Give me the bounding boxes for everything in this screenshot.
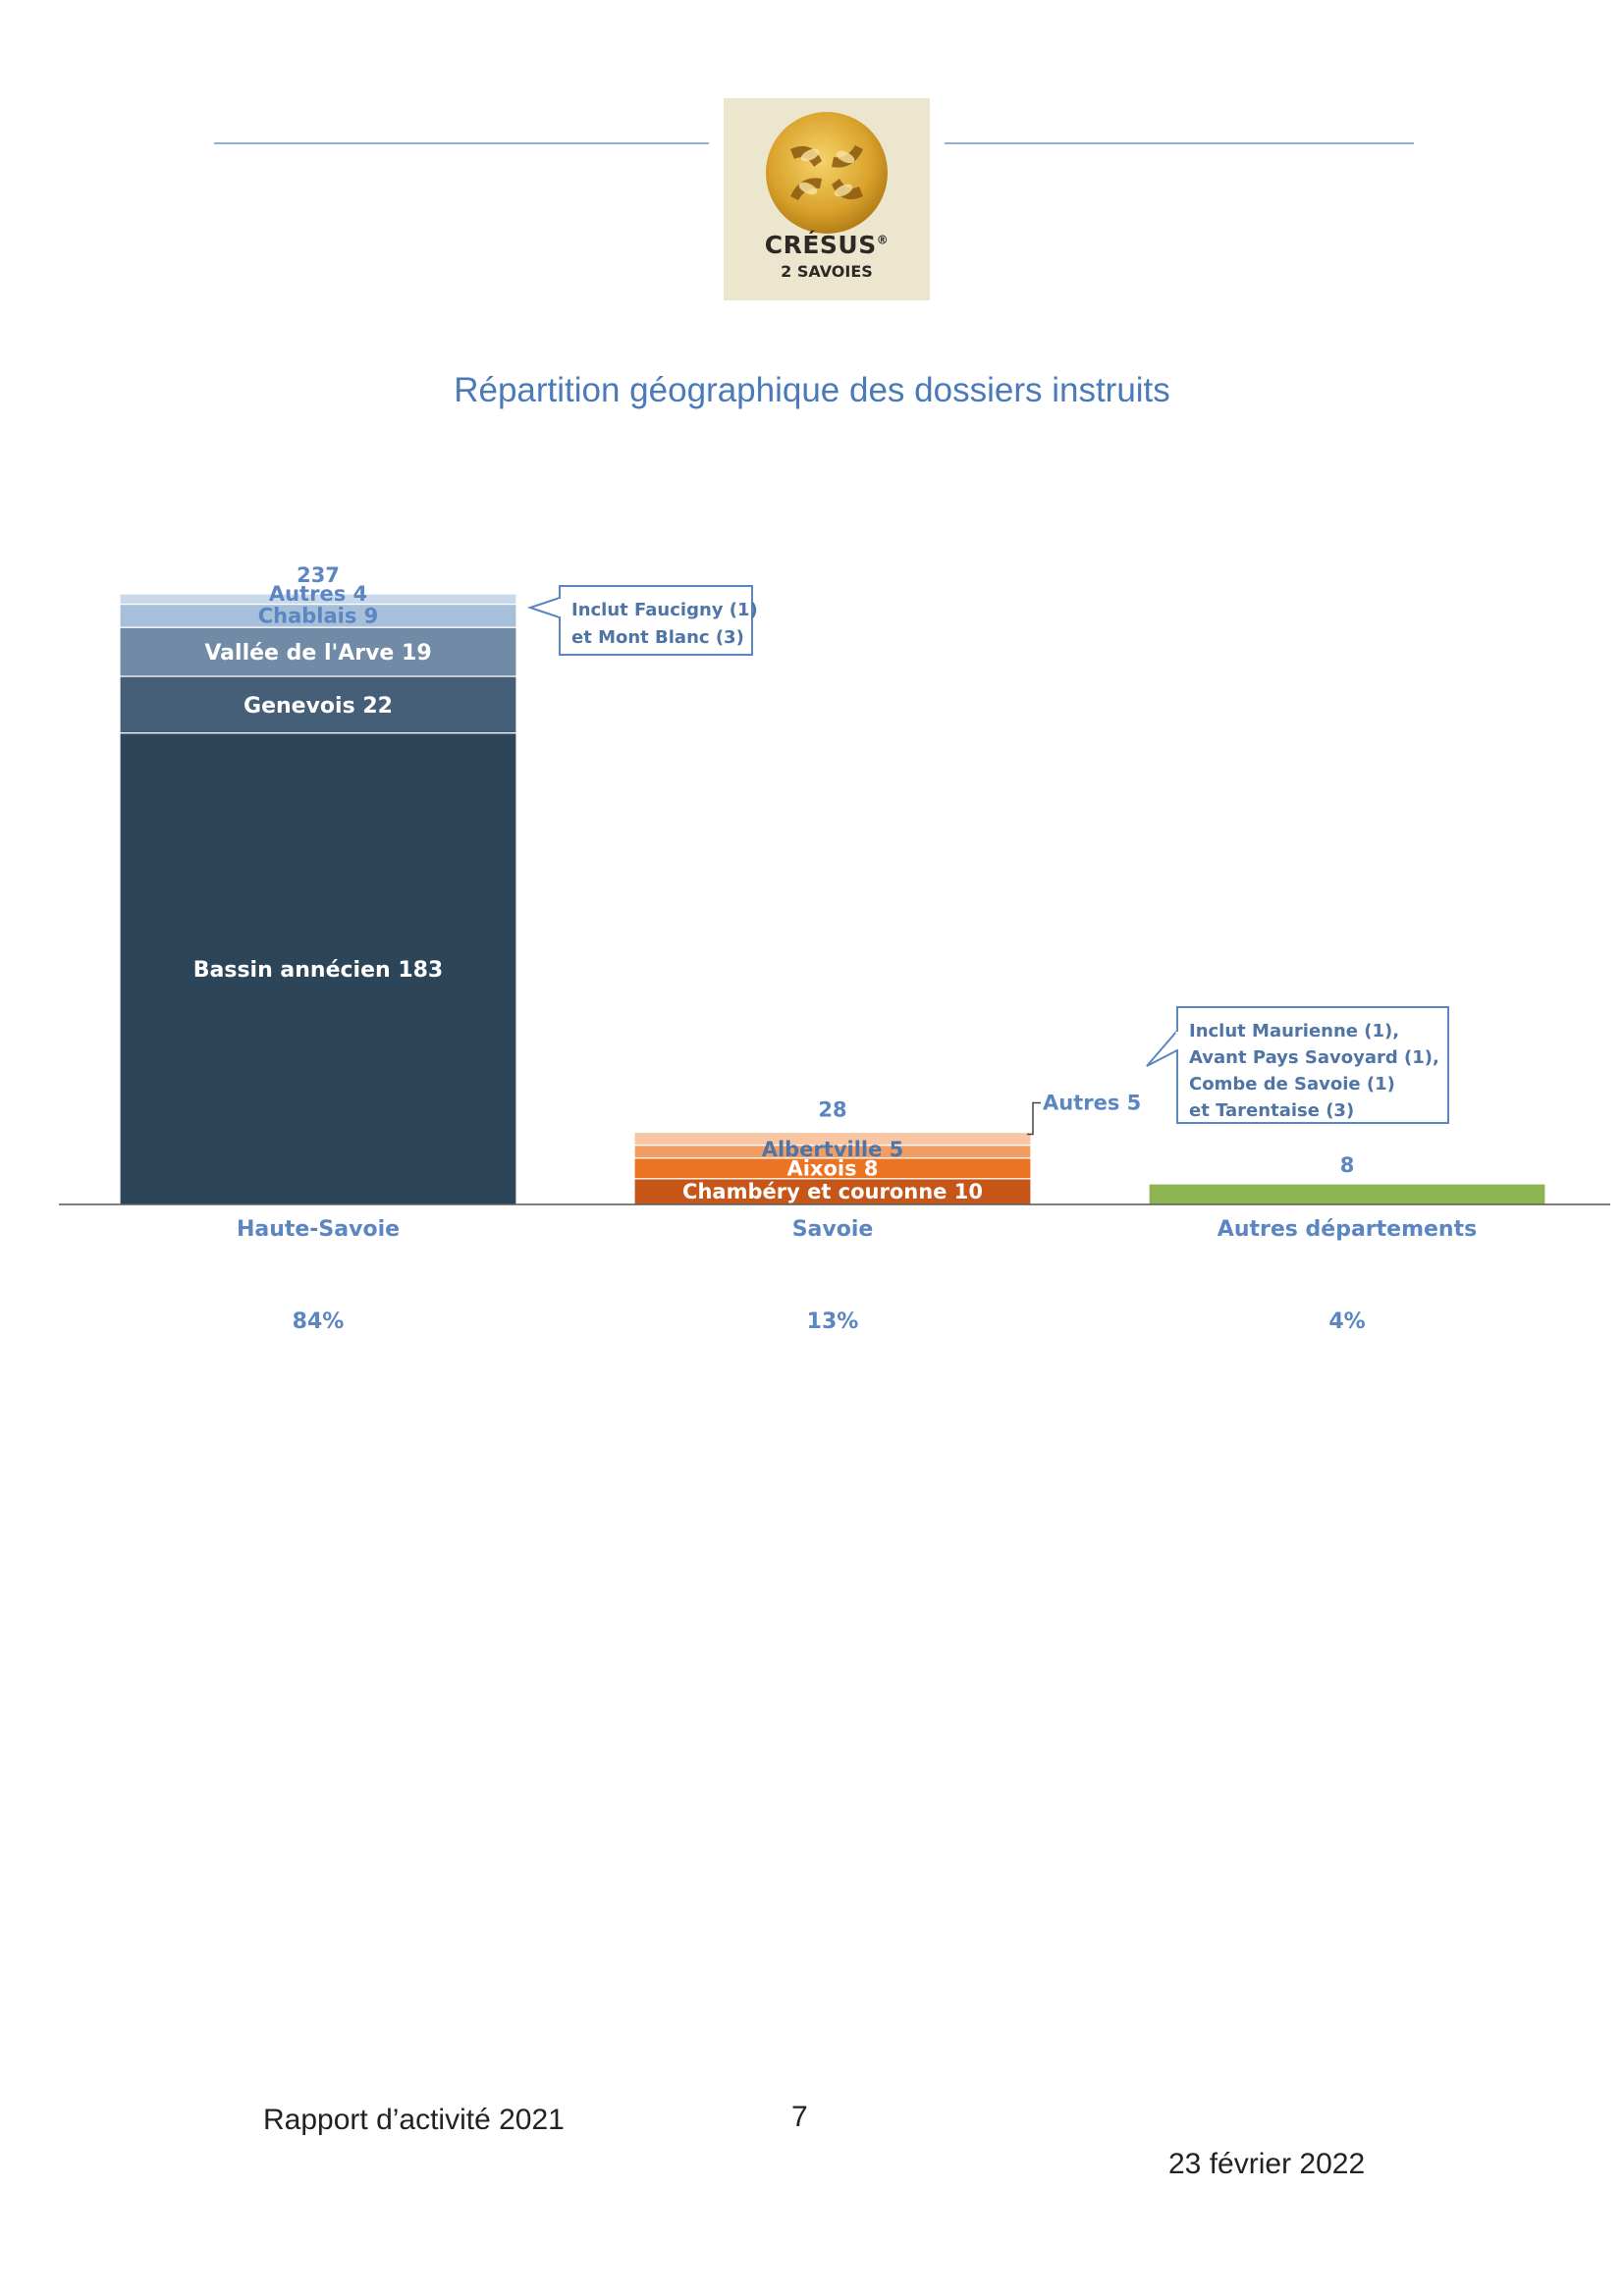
segment-label: Autres 4	[268, 582, 368, 606]
callout-text: Avant Pays Savoyard (1),	[1189, 1047, 1439, 1068]
x-tick-label: Haute-Savoie	[236, 1217, 401, 1242]
callout-connector	[1027, 1103, 1041, 1135]
hands-emblem-icon	[761, 110, 893, 236]
callout-text: Inclut Faucigny (1)	[571, 600, 758, 620]
segment-label: Albertville 5	[761, 1138, 904, 1162]
callout-text: Inclut Maurienne (1),	[1189, 1021, 1400, 1041]
bar-total: 28	[818, 1097, 847, 1122]
page-title: Répartition géographique des dossiers instruits	[454, 371, 1170, 409]
callout-text: et Mont Blanc (3)	[571, 627, 744, 648]
bar-total: 8	[1339, 1153, 1355, 1178]
callout-text: et Tarentaise (3)	[1189, 1100, 1355, 1121]
percentage-label: 84%	[292, 1309, 345, 1334]
segment-label: Bassin annécien 183	[192, 957, 444, 983]
segment-label: Chablais 9	[257, 604, 379, 628]
stacked-bar-chart	[0, 530, 1624, 1345]
segment-label: Chambéry et couronne 10	[682, 1179, 983, 1203]
footer-report-title: Rapport d’activité 2021	[263, 2104, 565, 2136]
callout-autres-savoie-pointer	[1147, 1031, 1177, 1066]
bar-segment	[1149, 1184, 1545, 1204]
percentage-label: 13%	[806, 1309, 859, 1334]
segment-label: Genevois 22	[244, 693, 393, 719]
percentage-label: 4%	[1328, 1309, 1366, 1334]
footer-date: 23 février 2022	[1168, 2148, 1366, 2180]
header-rule-right	[945, 142, 1414, 144]
segment-label: Autres 5	[1043, 1091, 1142, 1115]
header-rule-left	[214, 142, 709, 144]
logo-subtitle: 2 SAVOIES	[781, 262, 873, 281]
cresus-logo	[724, 98, 930, 300]
callout-text: Combe de Savoie (1)	[1189, 1074, 1395, 1095]
x-tick-label: Savoie	[791, 1217, 874, 1242]
x-tick-label: Autres départements	[1217, 1217, 1478, 1242]
segment-label: Vallée de l'Arve 19	[204, 641, 432, 667]
segment-label: Aixois 8	[786, 1156, 879, 1181]
bar-total: 237	[297, 563, 340, 587]
logo-wordmark: CRÉSUS®	[764, 231, 890, 259]
footer-page-number: 7	[791, 2101, 808, 2133]
callout-haute-savoie-pointer	[530, 598, 560, 617]
